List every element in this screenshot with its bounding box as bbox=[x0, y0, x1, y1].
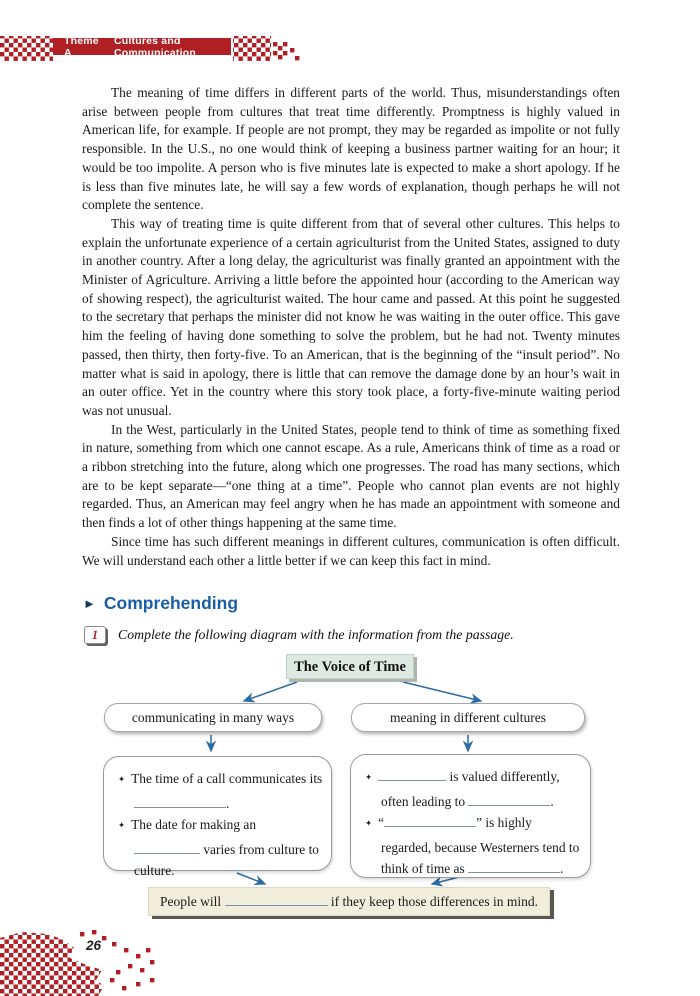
section-heading bbox=[83, 593, 238, 614]
exercise-line bbox=[84, 626, 514, 644]
bullet-icon: ✦ bbox=[118, 774, 126, 785]
diagram-bullet-item bbox=[365, 812, 584, 880]
reading-passage bbox=[82, 84, 620, 570]
theme-label: Theme A bbox=[64, 34, 99, 59]
bullet-icon: ✦ bbox=[365, 772, 373, 783]
diagram-title-box: The Voice of Time bbox=[286, 654, 414, 679]
conclusion-text: People will if they keep those differences in mind. bbox=[160, 894, 538, 909]
answer-blank bbox=[468, 861, 560, 873]
diagram-conclusion-box bbox=[148, 887, 550, 916]
passage-paragraph-1: The meaning of time differs in different parts of the world. Thus, misunderstandings often arise between people from cultures that treat time differently. Promptness is highly valued in American life, for example. If people are not prompt, they may be regarded as impolite or not fully responsible. In the U.S., no one would think of keeping a business partner waiting for an hour; it would be too impolite. A person who is five minutes late is expected to make a short apology. If he is less than five minutes late, he will say a few words of explanation, though perhaps he will not complete the sentence. bbox=[82, 85, 620, 213]
section-arrow-icon: ► bbox=[83, 596, 96, 611]
diagram-branch-right: meaning in different cultures bbox=[351, 703, 585, 732]
answer-blank bbox=[134, 796, 226, 808]
bullet-icon: ✦ bbox=[365, 818, 373, 829]
bullet-text: The date for making an varies from culture to culture. bbox=[131, 817, 319, 878]
diagram-detail-box-left bbox=[103, 756, 332, 878]
exercise-number-badge bbox=[84, 626, 106, 644]
diagram-bullet-item bbox=[365, 766, 584, 812]
bullet-text: “ ” is highly regarded, because Westerners tend to think of time as . bbox=[378, 815, 580, 876]
footer-checker-pattern bbox=[0, 926, 240, 996]
bullet-text: is valued differently, often leading to . bbox=[378, 769, 559, 809]
bullet-text: The time of a call communicates its . bbox=[131, 771, 323, 811]
section-title: Comprehending bbox=[103, 593, 239, 613]
answer-blank bbox=[468, 794, 550, 806]
answer-blank bbox=[384, 815, 476, 827]
passage-paragraph-3: In the West, particularly in the United States, people tend to think of time as something fixed in nature, something from which one cannot escape. As a rule, Americans think of time as a road or a ribbon stretching into the future, along which one progresses. The road has many sections, which are to be kept separate—“one thing at a time”. People who cannot plan events are not highly regarded. Thus, an American may feel angry when he has made an appointment with someone and then finds a lot of other things happening at the same time. bbox=[82, 421, 620, 531]
exercise-number: 1 bbox=[91, 627, 99, 642]
diagram-voice-of-time bbox=[0, 650, 700, 940]
theme-title: Cultures and Communication bbox=[114, 34, 196, 59]
answer-blank bbox=[134, 842, 200, 854]
page-number: 26 bbox=[86, 938, 102, 953]
diagram-bullet-item bbox=[118, 814, 325, 882]
bullet-icon: ✦ bbox=[118, 820, 126, 831]
exercise-instruction: Complete the following diagram with the information from the passage. bbox=[118, 627, 514, 642]
diagram-detail-box-right bbox=[350, 754, 591, 878]
answer-blank bbox=[378, 769, 446, 781]
diagram-branch-left: communicating in many ways bbox=[104, 703, 322, 732]
theme-banner bbox=[53, 34, 231, 59]
passage-paragraph-4: Since time has such different meanings in different cultures, communication is often difficult. We will understand each other a little better if we can keep this fact in mind. bbox=[82, 533, 620, 568]
diagram-bullet-item bbox=[118, 768, 325, 814]
passage-paragraph-2: This way of treating time is quite different from that of several other cultures. This helps to explain the unfortunate experience of a certain agriculturist from the United States, assigned to duty in another country. After a long delay, the agriculturist was finally granted an appointment with the Minister of Agriculture. Arriving a little before the appointed hour (according to the American way of showing respect), the agriculturist waited. The hour came and passed. At this point he suggested to the secretary that perhaps the minister did not know he was waiting in the outer office. This gave him the feeling of having done something to solve the problem, but he had not. Twenty minutes passed, then thirty, then forty-five. To an American, that is the beginning of the “insult period”. No matter what is said in apology, there is little that can remove the damage done by an hour’s wait in an outer office. Yet in the country where this story took place, a forty-five-minute waiting period was not unusual. bbox=[82, 215, 620, 418]
answer-blank bbox=[225, 894, 328, 906]
